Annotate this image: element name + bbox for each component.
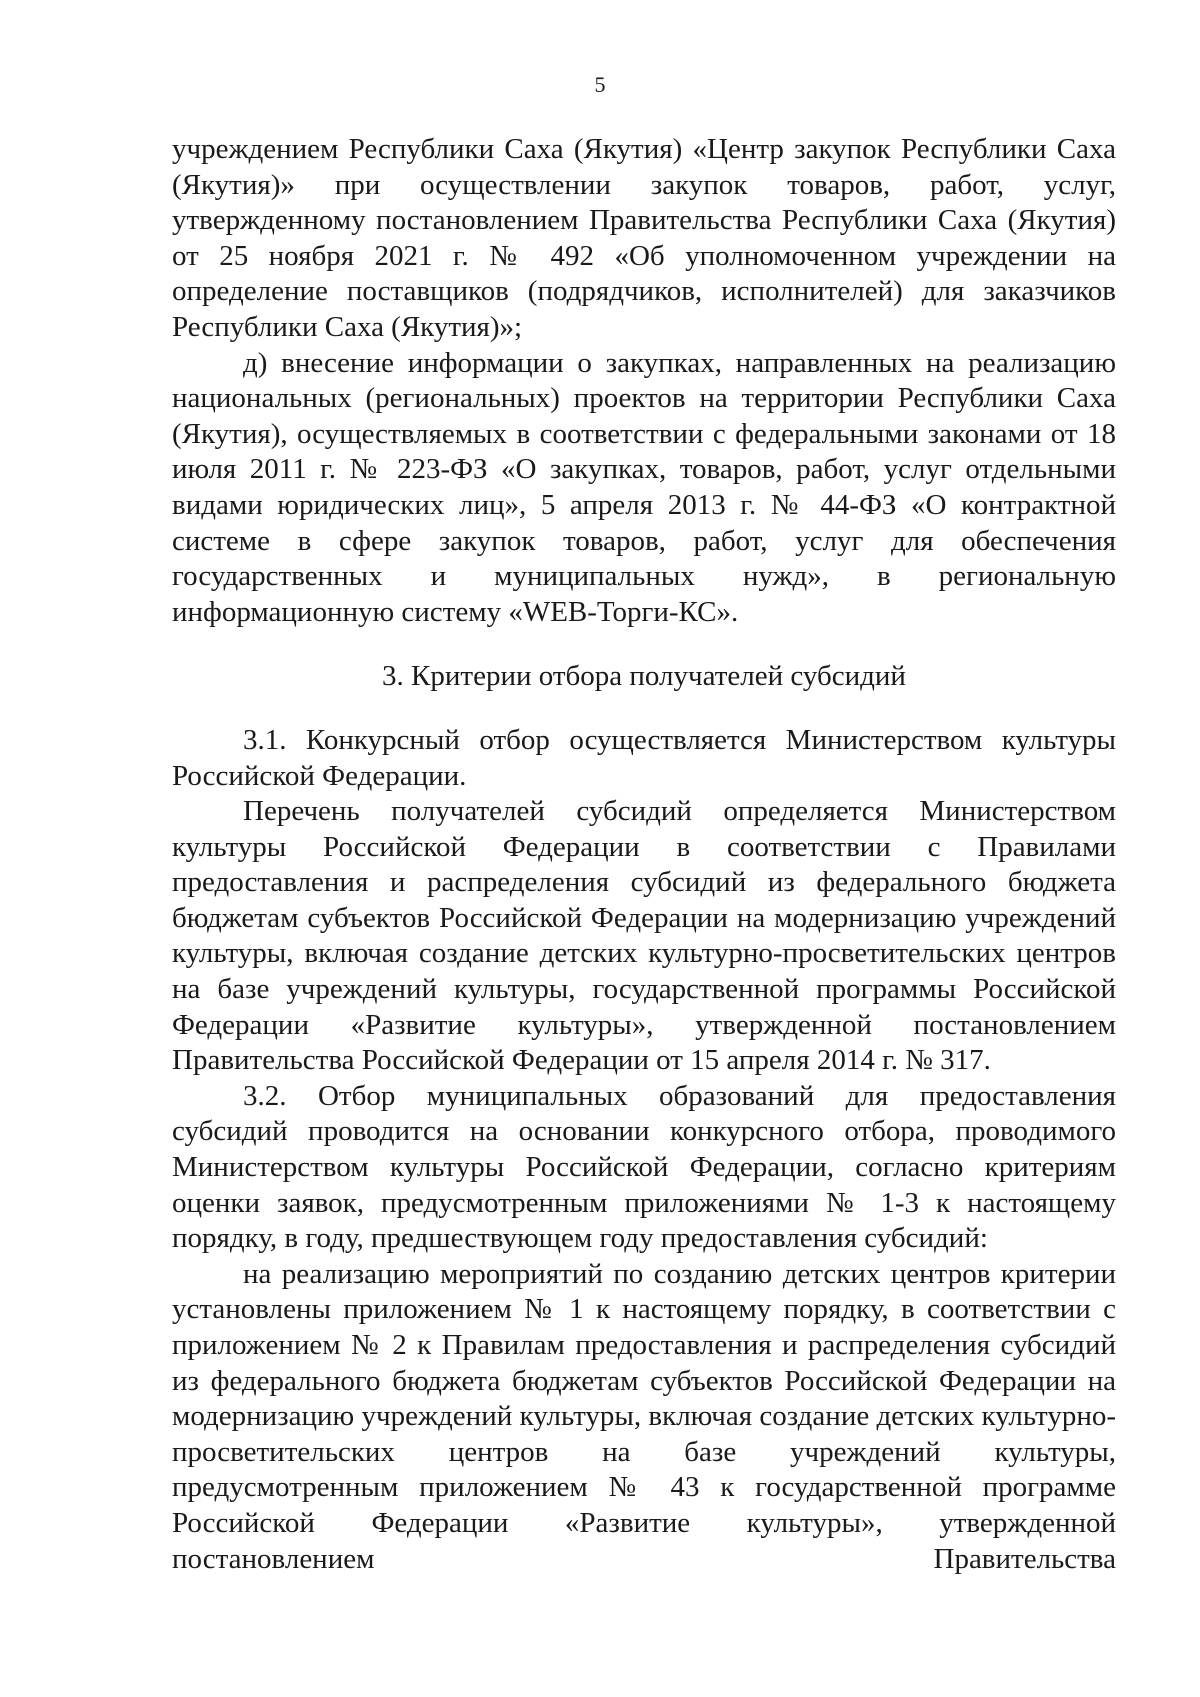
paragraph-item-d: д) внесение информации о закупках, направленных на реализацию национальных (региональных) проектов на территории Республики Саха (Якутия), осуществляемых в соответствии с федеральными законами от 18 июля 2011 г. № 223-ФЗ «О закупках, товаров, работ, услуг отдельными видами юридических лиц», 5 апреля 2013 г. № 44-ФЗ «О контрактной системе в сфере закупок товаров, работ, услуг для обеспечения государственных и муниципальных нужд», в региональную информационную систему «WEB-Торги-КС».	[172, 346, 1116, 628]
paragraph-recipients-list: Перечень получателей субсидий определяется Министерством культуры Российской Федерации в соответствии с Правилами предоставления и распределения субсидий из федерального бюджета бюджетам субъектов Российской Федерации на модернизацию учреждений культуры, включая создание детских культурно-просветительских центров на базе учреждений культуры, государственной программы Российской Федерации «Развитие культуры», утвержденной постановлением Правительства Российской Федерации от 15 апреля 2014 г. № 317.	[172, 795, 1116, 1077]
paragraph-continuation: учреждением Республики Саха (Якутия) «Центр закупок Республики Саха (Якутия)» при осуществлении закупок товаров, работ, услуг, утвержденному постановлением Правительства Республики Саха (Якутия) от 25 ноября 2021 г. № 492 «Об уполномоченном учреждении на определение поставщиков (подрядчиков, исполнителей) для заказчиков Республики Саха (Якутия)»;	[172, 133, 1116, 343]
document-body	[172, 132, 1116, 1577]
paragraph-3-1: 3.1. Конкурсный отбор осуществляется Министерством культуры Российской Федерации.	[172, 723, 1116, 792]
paragraph-children-centers: на реализацию мероприятий по созданию детских центров критерии установлены приложением № 1 к настоящему порядку, в соответствии с приложением № 2 к Правилам предоставления и распределения субсидий из федерального бюджета бюджетам субъектов Российской Федерации на модернизацию учреждений культуры, включая создание детских культурно-просветительских центров на базе учреждений культуры, предусмотренным приложением № 43 к государственной программе Российской Федерации «Развитие культуры», утвержденной постановлением Правительства	[172, 1257, 1116, 1575]
paragraph-3-2: 3.2. Отбор муниципальных образований для предоставления субсидий проводится на основании конкурсного отбора, проводимого Министерством культуры Российской Федерации, согласно критериям оценки заявок, предусмотренным приложениями № 1-3 к настоящему порядку, в году, предшествующем году предоставления субсидий:	[172, 1079, 1116, 1255]
section-heading: 3. Критерии отбора получателей субсидий	[382, 660, 906, 693]
page-number: 5	[594, 72, 606, 97]
